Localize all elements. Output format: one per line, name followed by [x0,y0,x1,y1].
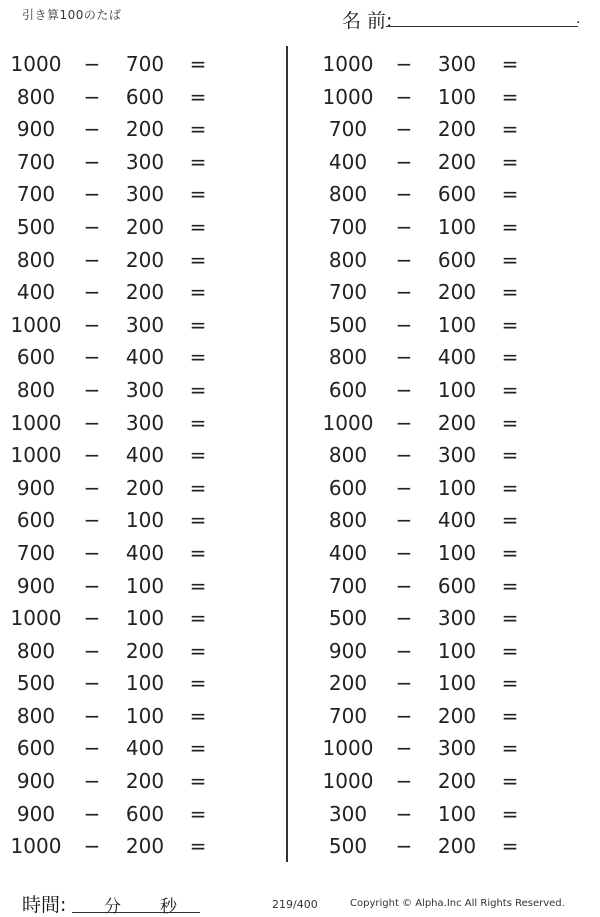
minuend: 1000 [322,736,374,761]
worksheet-title: 引き算100のたば [22,8,122,22]
minuend: 900 [16,769,56,794]
minus-sign: − [83,117,101,142]
minus-sign: − [83,280,101,305]
problem-row [0,635,280,668]
subtrahend: 200 [437,769,477,794]
equals-sign: = [501,540,519,565]
problem-row [0,732,280,765]
equals-sign: = [501,834,519,859]
subtrahend: 200 [125,769,165,794]
minus-sign: − [395,182,413,207]
problem-row [312,374,592,407]
minuend: 500 [16,671,56,696]
subtrahend: 100 [125,606,165,631]
problem-row [312,732,592,765]
subtrahend: 100 [437,84,477,109]
equals-sign: = [189,736,207,761]
minus-sign: − [83,475,101,500]
equals-sign: = [189,182,207,207]
subtrahend: 200 [437,834,477,859]
minuend: 800 [16,84,56,109]
subtrahend: 200 [125,475,165,500]
equals-sign: = [189,410,207,435]
minus-sign: − [83,606,101,631]
problem-row [312,81,592,114]
subtrahend: 100 [437,475,477,500]
minuend: 800 [328,508,368,533]
problem-row [312,439,592,472]
problem-row [312,667,592,700]
minuend: 900 [16,475,56,500]
minuend: 700 [16,182,56,207]
minus-sign: − [83,573,101,598]
minus-sign: − [83,638,101,663]
equals-sign: = [501,182,519,207]
subtrahend: 300 [437,52,477,76]
minus-sign: − [395,638,413,663]
subtrahend: 200 [125,280,165,305]
problem-row [312,309,592,342]
equals-sign: = [501,410,519,435]
equals-sign: = [501,345,519,370]
minuend: 1000 [322,52,374,76]
minuend: 700 [328,573,368,598]
subtrahend: 700 [125,52,165,76]
problem-row [0,48,280,81]
subtrahend: 400 [125,736,165,761]
equals-sign: = [501,52,519,76]
minus-sign: − [395,345,413,370]
subtrahend: 300 [125,312,165,337]
minus-sign: − [395,769,413,794]
page-number: 219/400 [272,898,318,911]
problem-row [312,504,592,537]
subtrahend: 200 [437,149,477,174]
minuend: 700 [328,214,368,239]
equals-sign: = [501,508,519,533]
minus-sign: − [83,736,101,761]
problem-row [0,178,280,211]
minute-label: 分 [104,897,121,917]
problem-row [312,211,592,244]
minuend: 700 [16,149,56,174]
problem-row [0,146,280,179]
subtrahend: 600 [437,182,477,207]
equals-sign: = [501,671,519,696]
problem-row [312,830,592,863]
minus-sign: − [83,801,101,826]
problem-row [0,407,280,440]
equals-sign: = [189,573,207,598]
problem-row [312,244,592,277]
minus-sign: − [83,214,101,239]
problem-row [312,341,592,374]
minus-sign: − [83,312,101,337]
minus-sign: − [83,247,101,272]
minuend: 1000 [322,84,374,109]
second-label: 秒 [160,897,177,917]
subtrahend: 200 [437,703,477,728]
problem-row [0,244,280,277]
equals-sign: = [189,280,207,305]
problem-row [312,276,592,309]
minuend: 800 [16,247,56,272]
minuend: 900 [328,638,368,663]
subtrahend: 600 [125,84,165,109]
minus-sign: − [83,52,101,76]
name-end-dot: . [576,11,581,27]
problem-row [312,146,592,179]
problem-row [0,472,280,505]
problem-row [0,341,280,374]
subtrahend: 400 [437,508,477,533]
minuend: 400 [328,540,368,565]
equals-sign: = [189,540,207,565]
minus-sign: − [395,280,413,305]
equals-sign: = [501,280,519,305]
subtrahend: 200 [437,117,477,142]
subtrahend: 200 [437,410,477,435]
equals-sign: = [189,671,207,696]
equals-sign: = [189,443,207,468]
problem-row [312,635,592,668]
subtrahend: 200 [125,117,165,142]
minus-sign: − [83,443,101,468]
minus-sign: − [395,508,413,533]
minus-sign: − [395,606,413,631]
minus-sign: − [83,508,101,533]
equals-sign: = [189,638,207,663]
minus-sign: − [395,671,413,696]
equals-sign: = [189,84,207,109]
equals-sign: = [501,638,519,663]
time-field [22,890,212,916]
subtrahend: 300 [125,149,165,174]
problem-row [0,570,280,603]
minuend: 800 [328,182,368,207]
subtrahend: 100 [125,508,165,533]
minus-sign: − [395,312,413,337]
minus-sign: − [83,410,101,435]
equals-sign: = [189,52,207,76]
subtrahend: 100 [437,214,477,239]
equals-sign: = [501,149,519,174]
minuend: 800 [16,638,56,663]
minus-sign: − [83,84,101,109]
minuend: 800 [328,247,368,272]
minuend: 300 [328,801,368,826]
minus-sign: − [83,703,101,728]
equals-sign: = [189,475,207,500]
problem-row [312,472,592,505]
subtrahend: 100 [125,671,165,696]
equals-sign: = [501,312,519,337]
time-underline [72,912,200,913]
minuend: 600 [16,508,56,533]
subtrahend: 200 [125,638,165,663]
minuend: 900 [16,117,56,142]
equals-sign: = [501,247,519,272]
minuend: 800 [328,345,368,370]
minus-sign: − [83,345,101,370]
subtrahend: 300 [125,182,165,207]
subtrahend: 600 [437,573,477,598]
minuend: 600 [16,736,56,761]
minus-sign: − [83,149,101,174]
subtrahend: 200 [125,247,165,272]
minuend: 800 [16,703,56,728]
equals-sign: = [189,834,207,859]
minus-sign: − [395,410,413,435]
problem-row [0,504,280,537]
equals-sign: = [501,736,519,761]
problem-row [0,537,280,570]
problem-row [0,667,280,700]
minus-sign: − [395,52,413,76]
minus-sign: − [395,834,413,859]
problem-row [312,48,592,81]
minus-sign: − [395,801,413,826]
minus-sign: − [395,736,413,761]
minuend: 900 [16,801,56,826]
problem-row [312,798,592,831]
minuend: 600 [328,475,368,500]
subtrahend: 100 [437,801,477,826]
minuend: 200 [328,671,368,696]
name-label: 名 前: [342,10,393,32]
subtrahend: 600 [125,801,165,826]
equals-sign: = [501,769,519,794]
equals-sign: = [501,84,519,109]
equals-sign: = [501,377,519,402]
minuend: 700 [16,540,56,565]
minuend: 1000 [10,312,62,337]
minuend: 1000 [322,410,374,435]
problem-row [312,537,592,570]
equals-sign: = [501,606,519,631]
problem-row [312,178,592,211]
minuend: 600 [16,345,56,370]
problem-row [0,765,280,798]
minus-sign: − [83,182,101,207]
equals-sign: = [189,149,207,174]
minus-sign: − [395,377,413,402]
problem-row [312,113,592,146]
minuend: 700 [328,280,368,305]
problem-row [0,309,280,342]
subtrahend: 300 [125,377,165,402]
subtrahend: 300 [437,606,477,631]
subtrahend: 100 [437,540,477,565]
minus-sign: − [83,671,101,696]
minus-sign: − [395,117,413,142]
equals-sign: = [189,345,207,370]
subtrahend: 200 [125,214,165,239]
minuend: 700 [328,703,368,728]
subtrahend: 100 [437,312,477,337]
problem-column-left [0,48,280,863]
problem-row [0,439,280,472]
minus-sign: − [395,214,413,239]
equals-sign: = [189,312,207,337]
minuend: 1000 [10,443,62,468]
minuend: 1000 [10,834,62,859]
equals-sign: = [501,475,519,500]
minus-sign: − [83,377,101,402]
copyright-notice: Copyright © Alpha.Inc All Rights Reserved. [350,898,565,909]
subtrahend: 200 [437,280,477,305]
equals-sign: = [189,377,207,402]
equals-sign: = [501,214,519,239]
minus-sign: − [395,703,413,728]
equals-sign: = [189,801,207,826]
minus-sign: − [395,475,413,500]
problem-row [0,602,280,635]
subtrahend: 400 [125,540,165,565]
equals-sign: = [501,801,519,826]
equals-sign: = [501,443,519,468]
subtrahend: 400 [437,345,477,370]
subtrahend: 300 [437,736,477,761]
minuend: 500 [16,214,56,239]
subtrahend: 600 [437,247,477,272]
minuend: 800 [328,443,368,468]
minuend: 600 [328,377,368,402]
equals-sign: = [189,214,207,239]
equals-sign: = [189,508,207,533]
subtrahend: 100 [437,671,477,696]
minus-sign: − [395,443,413,468]
minuend: 900 [16,573,56,598]
equals-sign: = [501,117,519,142]
equals-sign: = [189,117,207,142]
column-divider [286,46,288,862]
equals-sign: = [189,606,207,631]
equals-sign: = [189,769,207,794]
problem-row [312,570,592,603]
minuend: 500 [328,834,368,859]
minuend: 400 [16,280,56,305]
subtrahend: 400 [125,443,165,468]
problem-row [0,81,280,114]
minuend: 1000 [10,52,62,76]
problem-row [0,113,280,146]
problem-row [0,830,280,863]
subtrahend: 100 [125,573,165,598]
minuend: 500 [328,312,368,337]
minuend: 800 [16,377,56,402]
subtrahend: 100 [437,377,477,402]
problem-row [312,602,592,635]
name-field [342,6,582,30]
minuend: 400 [328,149,368,174]
subtrahend: 300 [437,443,477,468]
subtrahend: 200 [125,834,165,859]
equals-sign: = [501,573,519,598]
minus-sign: − [395,573,413,598]
minuend: 1000 [10,410,62,435]
minus-sign: − [395,540,413,565]
minus-sign: − [83,834,101,859]
problem-row [0,374,280,407]
equals-sign: = [501,703,519,728]
problem-row [0,276,280,309]
minus-sign: − [395,247,413,272]
problem-row [0,798,280,831]
problem-row [0,700,280,733]
minuend: 700 [328,117,368,142]
problem-row [312,700,592,733]
equals-sign: = [189,247,207,272]
minus-sign: − [395,149,413,174]
problem-row [0,211,280,244]
subtrahend: 300 [125,410,165,435]
time-label: 時間: [22,894,67,916]
minus-sign: − [83,769,101,794]
minuend: 1000 [10,606,62,631]
subtrahend: 100 [125,703,165,728]
problem-column-right [312,48,592,863]
minus-sign: − [395,84,413,109]
equals-sign: = [189,703,207,728]
subtrahend: 100 [437,638,477,663]
problem-row [312,407,592,440]
problem-row [312,765,592,798]
minus-sign: − [83,540,101,565]
subtrahend: 400 [125,345,165,370]
name-underline [386,26,578,27]
minuend: 500 [328,606,368,631]
minuend: 1000 [322,769,374,794]
